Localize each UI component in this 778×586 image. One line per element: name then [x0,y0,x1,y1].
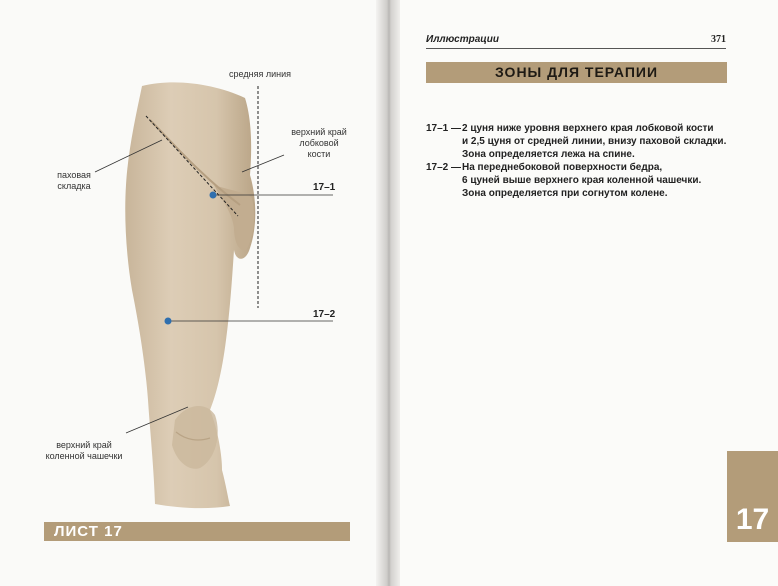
inguinal-fold-label-line2: складка [57,181,91,191]
patella-edge-label-line1: верхний край [56,440,112,450]
inguinal-fold-label-line1: паховая [57,170,91,180]
zone-entry-text [462,161,732,200]
pubic-edge-label-line1: верхний край [291,127,347,137]
book-gutter [376,0,402,586]
zone-text-line: Зона определяется лежа на спине. [462,149,635,160]
zone-code: 17–1 [426,123,449,134]
point-17-2-marker[interactable] [165,318,172,325]
chapter-tab-number: 17 [735,503,770,536]
pubic-edge-label [284,127,354,160]
zone-entry-code [426,122,462,135]
zone-entry-text [462,122,732,161]
zone-entry-code [426,161,462,174]
leg-illustration [0,0,386,586]
midline-label: средняя линия [229,69,291,79]
page-number: 371 [711,34,726,45]
zone-text-line: Зона определяется при согнутом колене. [462,188,668,199]
point-17-2-code: 17–2 [313,309,336,320]
section-banner [426,62,727,83]
inguinal-fold-label [44,170,104,192]
point-17-1-code: 17–1 [313,182,336,193]
zone-dash: — [451,123,462,134]
right-page [400,0,778,586]
zone-code: 17–2 [426,162,449,173]
zone-text-line: 2 цуня ниже уровня верхнего края лобковой кости [462,123,714,134]
section-banner-title: ЗОНЫ ДЛЯ ТЕРАПИИ [494,64,659,80]
chapter-tab [727,451,778,542]
left-page [0,0,386,586]
patella-edge-label-line2: коленной чашечки [45,451,123,461]
patella-edge-label [34,440,134,462]
zone-text-line: 6 цуней выше верхнего края коленной чашечки. [462,175,702,186]
sheet-label-bar [44,522,350,541]
running-header-section: Иллюстрации [426,34,499,45]
zone-text-line: и 2,5 цуня от средней линии, внизу паховой складки. [462,136,727,147]
pubic-edge-label-line3: кости [307,149,331,159]
pubic-edge-label-line2: лобковой [299,138,339,148]
sheet-label: ЛИСТ 17 [54,523,123,540]
header-rule [426,48,726,49]
zone-text-line: На переднебоковой поверхности бедра, [462,162,663,173]
point-17-1-marker[interactable] [210,192,217,199]
zone-dash: — [451,162,462,173]
